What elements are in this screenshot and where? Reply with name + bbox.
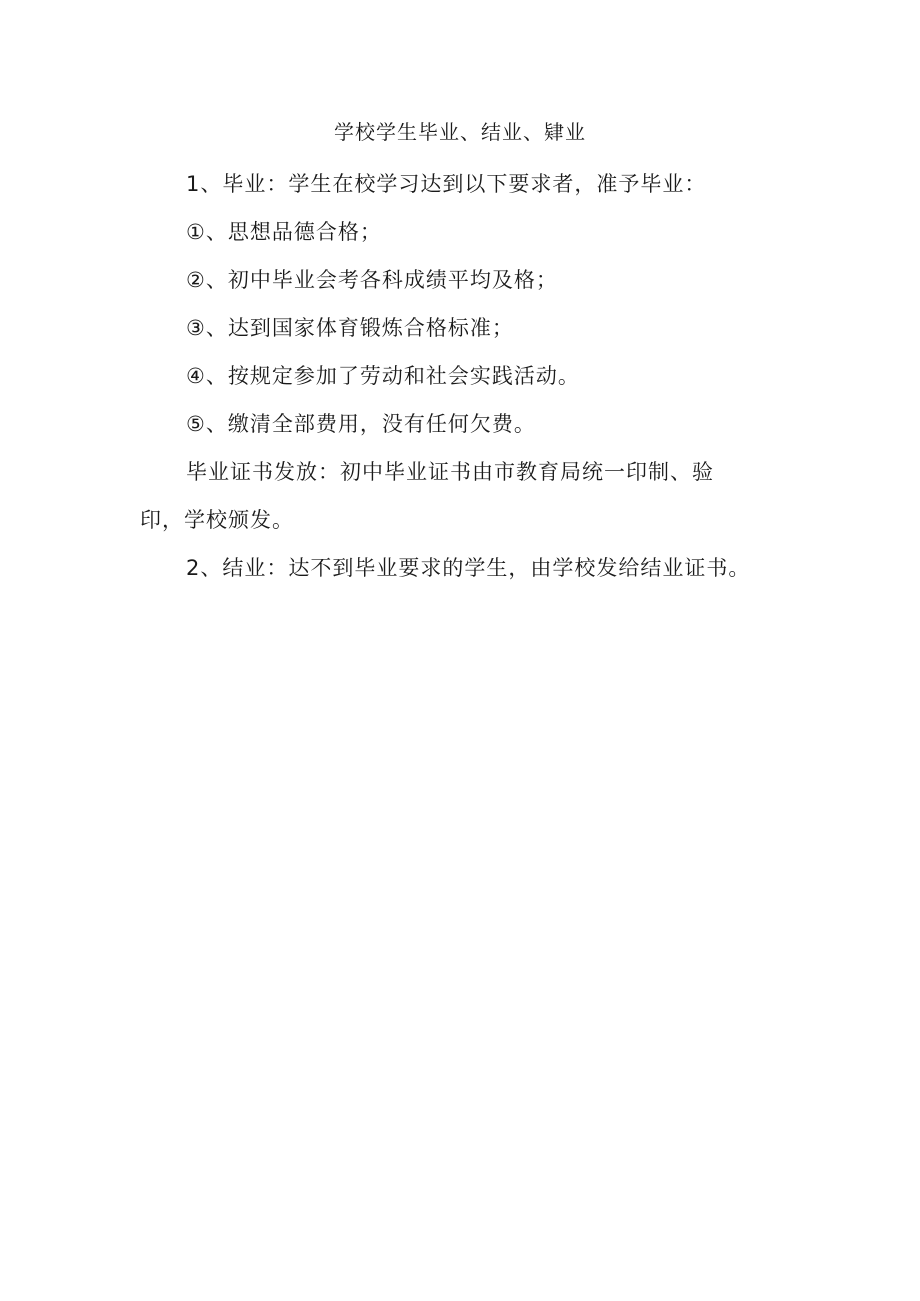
requirement-exam: ②、初中毕业会考各科成绩平均及格； xyxy=(186,268,558,292)
requirement-moral: ①、思想品德合格； xyxy=(186,220,382,244)
document-body xyxy=(140,112,780,592)
document-title: 学校学生毕业、结业、肄业 xyxy=(334,120,586,144)
requirement-practice: ④、按规定参加了劳动和社会实践活动。 xyxy=(186,364,580,388)
paragraph-certificate: 毕业证书发放：初中毕业证书由市教育局统一印制、验印，学校颁发。 xyxy=(140,460,714,532)
paragraph-completion: 2、结业：达不到毕业要求的学生，由学校发给结业证书。 xyxy=(186,556,751,580)
requirement-physical: ③、达到国家体育锻炼合格标准； xyxy=(186,316,514,340)
requirement-fees: ⑤、缴清全部费用，没有任何欠费。 xyxy=(186,412,536,436)
paragraph-graduation: 1、毕业：学生在校学习达到以下要求者，准予毕业： xyxy=(186,172,707,196)
